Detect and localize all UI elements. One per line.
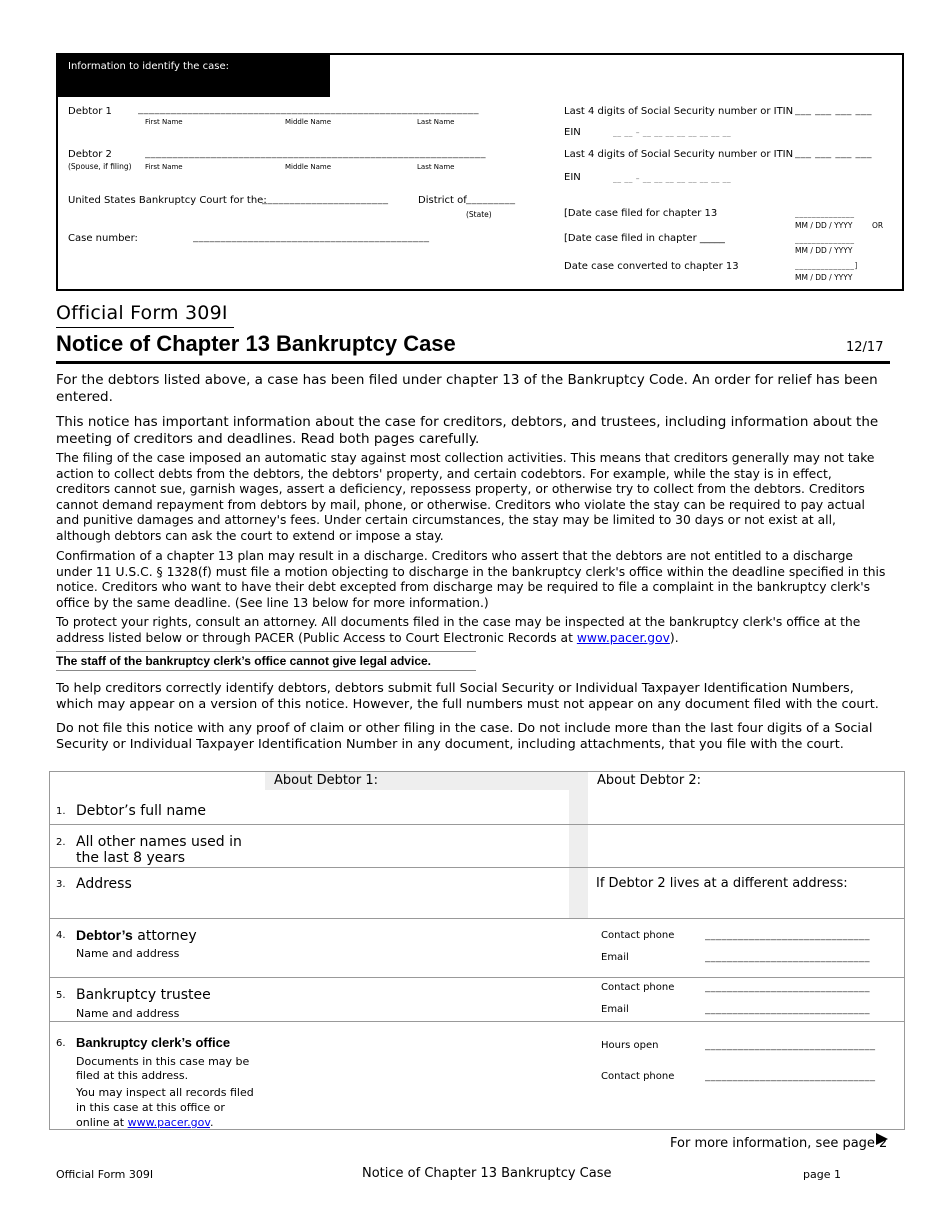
form-revision: 12/17 bbox=[846, 340, 884, 355]
trustee-email-label: Email bbox=[601, 1004, 629, 1015]
trustee-name-address-label: Name and address bbox=[76, 1007, 180, 1020]
form-number: Official Form 309I bbox=[56, 302, 228, 324]
debtor1-ein-label: EIN bbox=[564, 127, 581, 138]
debtor1-middle-name-caption: Middle Name bbox=[285, 118, 331, 126]
row-number: 3. bbox=[56, 879, 66, 890]
address-label: Address bbox=[76, 876, 132, 892]
protect-rights-end: ). bbox=[669, 630, 679, 645]
clerk-office-desc-1: Documents in this case may be bbox=[76, 1055, 250, 1068]
case-number-field[interactable]: ___________________________________________ bbox=[193, 232, 430, 243]
debtor2-spouse-caption: (Spouse, if filing) bbox=[68, 162, 132, 171]
or-label: OR bbox=[872, 221, 884, 230]
clerk-pacer-link[interactable]: www.pacer.gov bbox=[127, 1116, 211, 1129]
clerk-office-desc-3: You may inspect all records filed bbox=[76, 1086, 254, 1099]
date-converted-label: Date case converted to chapter 13 bbox=[564, 261, 739, 272]
clerk-office-label: Bankruptcy clerk’s office bbox=[76, 1035, 231, 1050]
court-label: United States Bankruptcy Court for the: bbox=[68, 195, 267, 206]
date-filed-ch13-label: [Date case filed for chapter 13 bbox=[564, 208, 718, 219]
automatic-stay-paragraph: The filing of the case imposed an automatic stay against most collection activities. This means that creditors generally may not take action to collect debts from the debtors, the debtors' property, and certain codebtors. For example, while the stay is in effect, creditors cannot sue, garnish wages, assert a deficiency, repossess property, or otherwise try to collect from the debtors. Creditors cannot demand repayment from debtors by mail, phone, or otherwise. Creditors who violate the stay can be required to pay actual and punitive damages and attorney's fees. Under certain circumstances, the stay may be limited to 30 days or not exist at all, although debtors can ask the court to extend or impose a stay. bbox=[56, 451, 875, 543]
row-divider bbox=[50, 918, 905, 919]
clerk-office-desc-5 bbox=[76, 1116, 214, 1129]
debtor2-middle-name-caption: Middle Name bbox=[285, 163, 331, 171]
debtor2-label: Debtor 2 bbox=[68, 149, 112, 160]
district-label: District of bbox=[418, 195, 467, 206]
clerk-office-desc-2: filed at this address. bbox=[76, 1069, 189, 1082]
form-number-underline bbox=[56, 327, 234, 328]
next-page-arrow-icon[interactable] bbox=[876, 1133, 888, 1145]
discharge-paragraph: Confirmation of a chapter 13 plan may result in a discharge. Creditors who assert that the debtors are not entitled to a discharge under 11 U.S.C. § 1328(f) must file a motion objecting to discharge in the bankruptcy clerk's office within the deadline specified in this notice. Creditors who want to have their debt excepted from discharge may be required to file a complaint in the bankruptcy clerk's office by the same deadline. (See line 13 below for more information.) bbox=[56, 549, 886, 610]
debtor1-first-name-caption: First Name bbox=[145, 118, 183, 126]
clerk-online-text: online at bbox=[76, 1116, 128, 1129]
trustee-label: Bankruptcy trustee bbox=[76, 987, 211, 1003]
date-filed-ch13-format: MM / DD / YYYY bbox=[795, 221, 853, 230]
footer-form-title: Notice of Chapter 13 Bankruptcy Case bbox=[362, 1166, 612, 1181]
debtor-attorney-bold: Debtor’s bbox=[76, 927, 133, 943]
clerk-office-desc-4: in this case at this office or bbox=[76, 1101, 225, 1114]
row-number: 1. bbox=[56, 806, 66, 817]
footer-form-number: Official Form 309I bbox=[56, 1168, 154, 1181]
debtor1-ssn-label: Last 4 digits of Social Security number or ITIN bbox=[564, 106, 794, 117]
district-field[interactable]: _________ bbox=[466, 194, 516, 205]
debtor-full-name-label: Debtor’s full name bbox=[76, 803, 207, 819]
state-caption: (State) bbox=[466, 210, 492, 219]
clerk-hours-label: Hours open bbox=[601, 1040, 659, 1051]
debtor2-first-name-caption: First Name bbox=[145, 163, 183, 171]
debtor-attorney-label bbox=[76, 927, 197, 944]
debtor2-name-field[interactable]: ______________________________________________________________ bbox=[145, 148, 486, 159]
debtor1-last-name-caption: Last Name bbox=[417, 118, 455, 126]
date-converted-field[interactable]: ______________] bbox=[795, 261, 858, 270]
case-number-label: Case number: bbox=[68, 233, 138, 244]
attorney-email-field[interactable]: ______________________________ bbox=[705, 952, 870, 963]
debtor2-address-note: If Debtor 2 lives at a different address: bbox=[596, 876, 848, 891]
row-divider bbox=[50, 824, 905, 825]
date-converted-format: MM / DD / YYYY bbox=[795, 273, 853, 282]
clerk-contact-phone-field[interactable]: _______________________________ bbox=[705, 1071, 876, 1082]
clerk-contact-phone-label: Contact phone bbox=[601, 1071, 675, 1082]
footer-page-number: page 1 bbox=[803, 1168, 841, 1181]
row-divider bbox=[50, 1021, 905, 1022]
case-info-header: Information to identify the case: bbox=[58, 55, 330, 97]
debtor2-ssn-field[interactable]: ___ ___ ___ ___ bbox=[795, 148, 873, 159]
gutter-column bbox=[569, 772, 588, 918]
debtor2-last-name-caption: Last Name bbox=[417, 163, 455, 171]
debtor1-ein-field[interactable]: __ __ – __ __ __ __ __ __ __ __ bbox=[613, 128, 732, 137]
form-title: Notice of Chapter 13 Bankruptcy Case bbox=[56, 331, 456, 356]
attorney-contact-phone-label: Contact phone bbox=[601, 930, 675, 941]
debtor2-ssn-label: Last 4 digits of Social Security number or ITIN bbox=[564, 149, 794, 160]
pacer-link[interactable]: www.pacer.gov bbox=[576, 630, 670, 645]
debtor1-column-header: About Debtor 1: bbox=[274, 773, 379, 788]
debtor1-ssn-field[interactable]: ___ ___ ___ ___ bbox=[795, 105, 873, 116]
date-filed-chapter-label: [Date case filed in chapter _____ bbox=[564, 233, 725, 244]
other-names-label-line2: the last 8 years bbox=[76, 850, 186, 866]
debtor2-column-header: About Debtor 2: bbox=[597, 773, 702, 788]
debtor2-ein-label: EIN bbox=[564, 172, 581, 183]
trustee-contact-phone-label: Contact phone bbox=[601, 982, 675, 993]
title-rule bbox=[56, 361, 890, 364]
row-number: 2. bbox=[56, 837, 66, 848]
clerk-hours-field[interactable]: _______________________________ bbox=[705, 1040, 876, 1051]
row-number: 6. bbox=[56, 1038, 66, 1049]
date-filed-chapter-format: MM / DD / YYYY bbox=[795, 246, 853, 255]
date-filed-chapter-field[interactable]: ______________ bbox=[795, 235, 855, 244]
debtor-attorney-rest: attorney bbox=[132, 928, 197, 944]
row-divider bbox=[50, 977, 905, 978]
attorney-name-address-label: Name and address bbox=[76, 947, 180, 960]
attorney-email-label: Email bbox=[601, 952, 629, 963]
more-info-note: For more information, see page 2 bbox=[670, 1136, 888, 1151]
intro-paragraph: For the debtors listed above, a case has been filed under chapter 13 of the Bankruptcy Code. An order for relief has been entered. bbox=[56, 372, 878, 405]
debtor1-name-field[interactable]: ______________________________________________________________ bbox=[138, 104, 479, 115]
protect-rights-paragraph bbox=[56, 615, 888, 646]
staff-notice-rules bbox=[56, 651, 476, 671]
do-not-file-paragraph: Do not file this notice with any proof of claim or other filing in the case. Do not include more than the last four digits of a Social Security or Individual Taxpayer Identification Number in any document, including attachments, that you file with the court. bbox=[56, 721, 873, 752]
attorney-contact-phone-field[interactable]: ______________________________ bbox=[705, 930, 870, 941]
court-field[interactable]: _______________________ bbox=[262, 194, 389, 205]
trustee-email-field[interactable]: ______________________________ bbox=[705, 1004, 870, 1015]
row-number: 5. bbox=[56, 990, 66, 1001]
debtor2-ein-field[interactable]: __ __ – __ __ __ __ __ __ __ __ bbox=[613, 174, 732, 183]
identify-debtors-paragraph: To help creditors correctly identify debtors, debtors submit full Social Security or Individual Taxpayer Identification Numbers, which may appear on a version of this notice. However, the full numbers must not appear on any document filed with the court. bbox=[56, 681, 879, 712]
clerk-online-end: . bbox=[210, 1116, 214, 1129]
staff-notice: The staff of the bankruptcy clerk’s office cannot give legal advice. bbox=[56, 654, 431, 668]
debtor1-label: Debtor 1 bbox=[68, 106, 112, 117]
row-number: 4. bbox=[56, 930, 66, 941]
trustee-contact-phone-field[interactable]: ______________________________ bbox=[705, 982, 870, 993]
date-filed-ch13-field[interactable]: ______________ bbox=[795, 209, 855, 218]
other-names-label: All other names used in bbox=[76, 834, 242, 850]
row-divider bbox=[50, 867, 905, 868]
protect-rights-text: To protect your rights, consult an attorney. All documents filed in the case may be inspected at the bankruptcy clerk's office at the address listed below or through PACER (Public Access to Court Electronic Records at bbox=[56, 615, 861, 645]
important-info-paragraph: This notice has important information about the case for creditors, debtors, and trustees, including information about the meeting of creditors and deadlines. Read both pages carefully. bbox=[56, 414, 879, 447]
